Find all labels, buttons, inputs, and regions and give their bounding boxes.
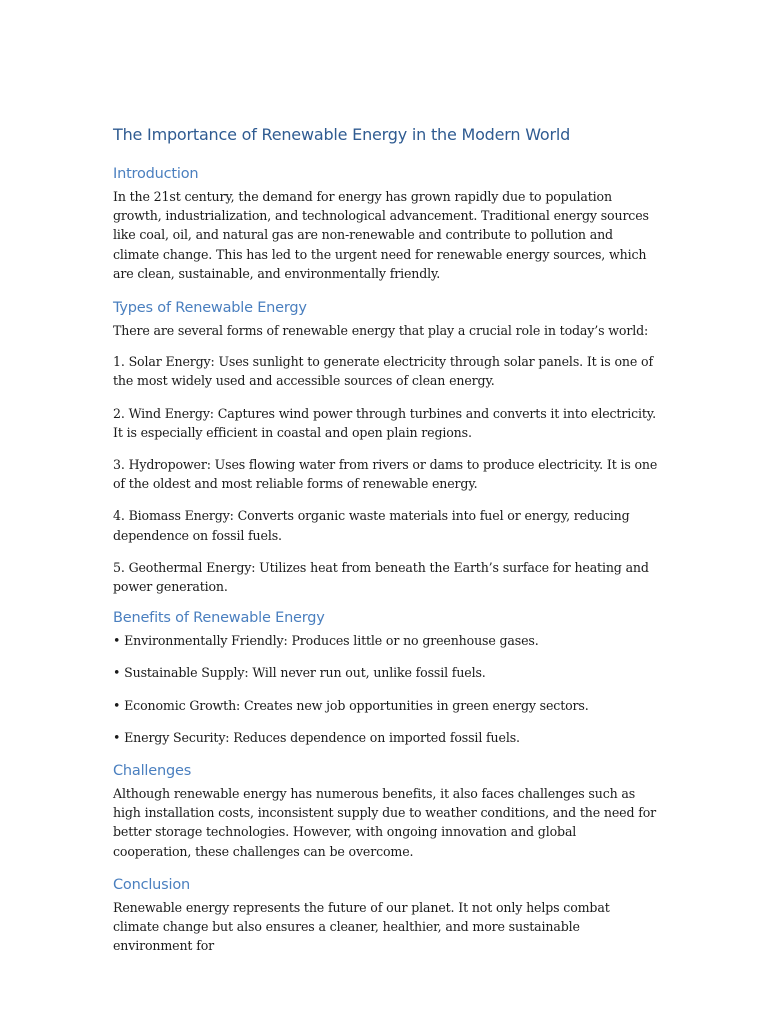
- conclusion-heading: Conclusion: [113, 876, 191, 893]
- list-item-geothermal: 5. Geothermal Energy: Utilizes heat from beneath the Earth’s surface for heating and power generation.: [113, 559, 649, 595]
- challenges-text: Although renewable energy has numerous benefits, it also faces challenges such as high installation costs, inconsistent supply due to weather conditions, and the need for better storage technologies. However, with ongoing innovation and global cooperation, these challenges can be overcome.: [113, 786, 657, 859]
- section-conclusion: [113, 875, 658, 956]
- types-heading: Types of Renewable Energy: [113, 300, 307, 317]
- list-item-solar: 1. Solar Energy: Uses sunlight to generate electricity through solar panels. It is one of the most widely used and accessible sources of clean energy.: [113, 354, 653, 389]
- bullet-item-sustainable: • Sustainable Supply: Will never run out, unlike fossil fuels.: [113, 665, 486, 681]
- bullet-item-environment: • Environmentally Friendly: Produces little or no greenhouse gases.: [113, 633, 539, 649]
- benefits-heading: Benefits of Renewable Energy: [113, 610, 325, 627]
- document-page: [113, 124, 658, 955]
- conclusion-text: Renewable energy represents the future of our planet. It not only helps combat climate change but also ensures a cleaner, healthier, and more sustainable environment for: [113, 899, 610, 954]
- types-lead-text: There are several forms of renewable energy that play a crucial role in today’s world:: [113, 323, 649, 339]
- introduction-heading: Introduction: [113, 166, 199, 182]
- section-types: [113, 298, 658, 596]
- list-item-biomass: 4. Biomass Energy: Converts organic waste materials into fuel or energy, reducing dependence on fossil fuels.: [113, 508, 630, 543]
- introduction-text: In the 21st century, the demand for energy has grown rapidly due to population growth, industrialization, and technological advancement. Traditional energy sources like coal, oil, and natural gas are non-renewable and contribute to pollution and climate change. This has led to the urgent need for renewable energy sources, which are clean, sustainable, and environmentally friendly.: [113, 189, 649, 281]
- challenges-heading: Challenges: [113, 763, 192, 780]
- list-item-wind: 2. Wind Energy: Captures wind power through turbines and converts it into electricity. It is especially efficient in coastal and open plain regions.: [113, 405, 656, 440]
- section-challenges: [113, 761, 658, 861]
- bullet-item-economic: • Economic Growth: Creates new job opportunities in green energy sectors.: [113, 697, 589, 713]
- section-introduction: [113, 164, 658, 283]
- list-item-hydropower: 3. Hydropower: Uses flowing water from rivers or dams to produce electricity. It is one of the oldest and most reliable forms of renewable energy.: [113, 457, 658, 492]
- section-benefits: [113, 608, 658, 747]
- document-title: The Importance of Renewable Energy in the Modern World: [113, 125, 571, 144]
- bullet-item-security: • Energy Security: Reduces dependence on imported fossil fuels.: [113, 729, 520, 745]
